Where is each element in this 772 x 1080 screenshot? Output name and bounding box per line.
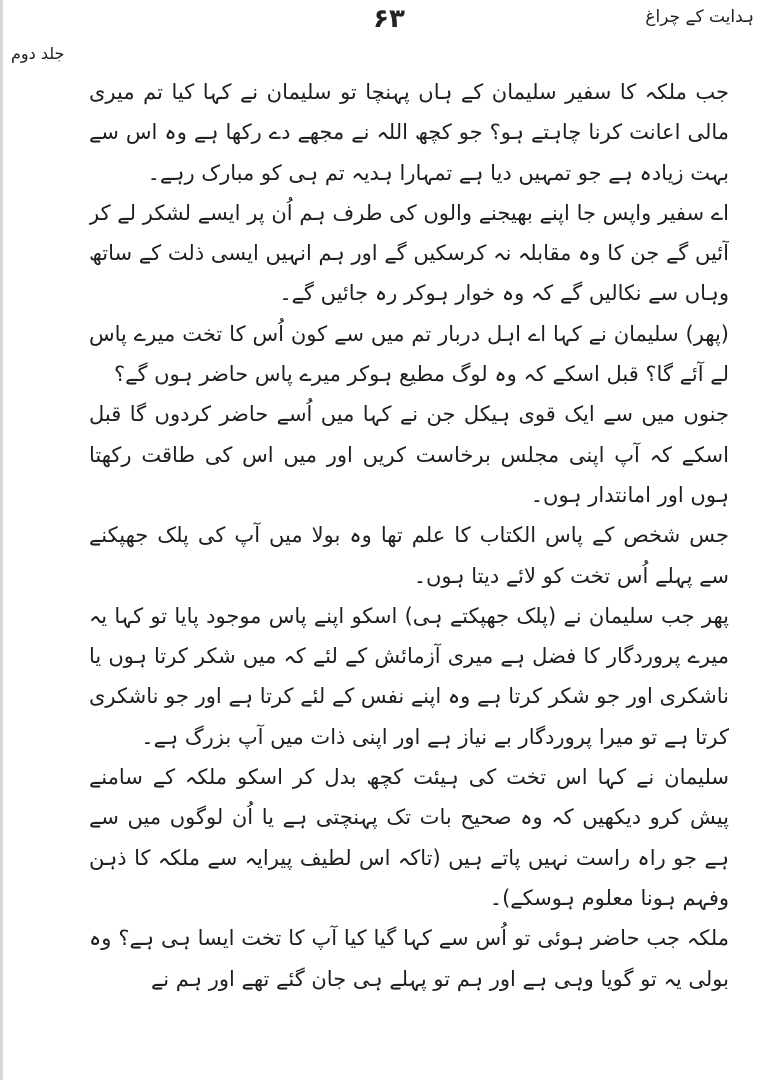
volume-label: جلد دوم bbox=[11, 44, 65, 63]
paragraph: جب ملکہ کا سفیر سلیمان کے ہاں پہنچا تو سلیمان نے کہا کیا تم میری مالی اعانت کرنا چاہتے ہو؟ جو کچھ اللہ نے مجھے دے رکھا ہے وہ اس سے بہت زیادہ ہے جو تمہیں دیا ہے تمہارا ہدیہ تم ہی کو مبارک رہے۔ bbox=[89, 80, 729, 185]
book-title: ہدایت کے چراغ bbox=[645, 7, 754, 27]
body-text bbox=[89, 72, 729, 1076]
paragraph: (پھر) سلیمان نے کہا اے اہل دربار تم میں سے کون اُس کا تخت میرے پاس لے آئے گا؟ قبل اسکے کہ وہ لوگ مطیع ہوکر میرے پاس حاضر ہوں گے؟ bbox=[89, 321, 729, 387]
paragraph: ملکہ جب حاضر ہوئی تو اُس سے کہا گیا کیا آپ کا تخت ایسا ہی ہے؟ وہ بولی یہ تو گویا وہی ہے اور ہم تو پہلے ہی جان گئے تھے اور ہم نے bbox=[89, 926, 729, 991]
paragraph: جنوں میں سے ایک قوی ہیکل جن نے کہا میں اُسے حاضر کردوں گا قبل اسکے کہ آپ اپنی مجلس برخاست کریں اور میں اس کی طاقت رکھتا ہوں اور امانتدار ہوں۔ bbox=[89, 402, 729, 507]
page-number: ۶۳ bbox=[373, 4, 405, 34]
paragraph: اے سفیر واپس جا اپنے بھیجنے والوں کی طرف ہم اُن پر ایسے لشکر لے کر آئیں گے جن کا وہ مقابلہ نہ کرسکیں گے اور ہم انہیں ایسی ذلت کے ساتھ وہاں سے نکالیں گے کہ وہ خوار ہوکر رہ جائیں گے۔ bbox=[89, 200, 729, 306]
paragraph: پھر جب سلیمان نے (پلک جھپکتے ہی) اسکو اپنے پاس موجود پایا تو کہا یہ میرے پروردگار کا فضل ہے میری آزمائش کے لئے کہ میں شکر کرتا ہوں یا ناشکری اور جو شکر کرتا ہے وہ اپنے نفس کے لئے کرتا ہے اور جو ناشکری کرتا ہے تو میرا پروردگار بے نیاز ہے اور اپنی ذات میں آپ بزرگ ہے۔ bbox=[89, 603, 729, 749]
paragraph: جس شخص کے پاس الکتاب کا علم تھا وہ بولا میں آپ کی پلک جھپکنے سے پہلے اُس تخت کو لائے دیتا ہوں۔ bbox=[89, 523, 729, 588]
paragraph: سلیمان نے کہا اس تخت کی ہیئت کچھ بدل کر اسکو ملکہ کے سامنے پیش کرو دیکھیں کہ وہ صحیح بات تک پہنچتی ہے یا اُن لوگوں میں سے ہے جو راہ راست نہیں پاتے ہیں (تاکہ اس لطیف پیرایہ سے ملکہ کا ذہن وفہم ہونا معلوم ہوسکے)۔ bbox=[89, 765, 729, 910]
